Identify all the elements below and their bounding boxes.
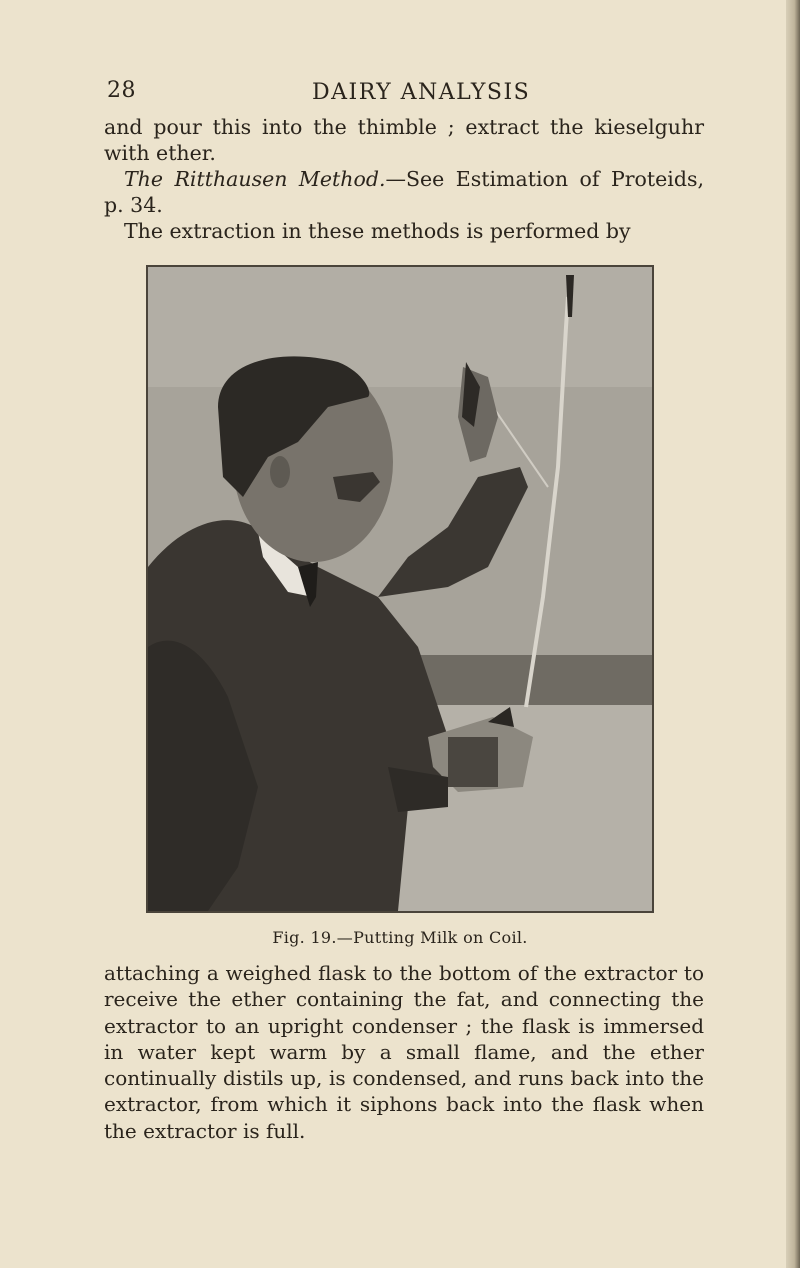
paragraph-ritthausen [104, 166, 704, 218]
paragraph-kieselguhr: and pour this into the thimble ; extract the kieselguhr with ether. [104, 115, 704, 165]
paragraph-extraction-procedure: attaching a weighed flask to the bottom of the extractor to receive the ether containing the fat, and connecting the extractor to an upright condenser ; the flask is immersed in water kept warm by a small flame, and the ether continually distils up, is condensed, and runs back into the extractor, from which it siphons back into the flask when the extractor is full. [104, 961, 704, 1143]
photograph-man-with-flask [148, 267, 652, 911]
method-title: The Ritthausen Method. [124, 167, 386, 191]
figure-photograph [146, 265, 654, 913]
page-edge [786, 0, 800, 1268]
page-number: 28 [107, 78, 136, 103]
figure-caption: Fig. 19.—Putting Milk on Coil. [272, 928, 528, 947]
paragraph-extraction-intro: The extraction in these methods is performed by [124, 219, 631, 243]
running-head: DAIRY ANALYSIS [312, 80, 531, 105]
method-reference: —See Estimation of Proteids, p. 34. [104, 167, 704, 217]
page-header [0, 78, 800, 108]
